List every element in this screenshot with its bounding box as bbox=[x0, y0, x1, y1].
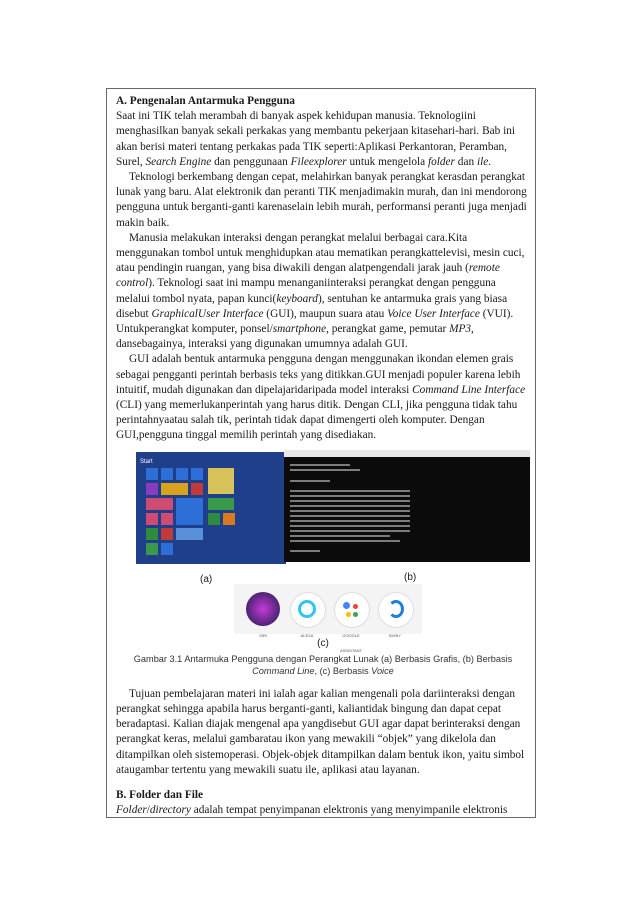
section-a-heading: A. Pengenalan Antarmuka Pengguna bbox=[116, 95, 295, 107]
voice-assistants-image bbox=[234, 584, 422, 653]
voice-label-google-assistant: GOOGLE ASSISTANT bbox=[340, 632, 362, 653]
tile-icon bbox=[146, 498, 173, 510]
tile-icon bbox=[176, 468, 188, 480]
tile-icon bbox=[146, 483, 158, 495]
tile-icon bbox=[223, 513, 235, 525]
tile-icon bbox=[161, 483, 188, 495]
terminal-line bbox=[290, 500, 410, 502]
terminal-line bbox=[290, 525, 410, 527]
tile-icon bbox=[176, 498, 203, 525]
terminal-line bbox=[290, 550, 320, 552]
tile-icon bbox=[176, 528, 203, 540]
terminal-line bbox=[290, 520, 410, 522]
tile-icon bbox=[161, 543, 173, 555]
voice-label-siri: SIRI bbox=[259, 632, 267, 638]
paragraph-2: Teknologi berkembang dengan cepat, melahirkan banyak perangkat kerasdan perangkat lunak yang baru. Alat elektronik dan peranti TIK menjadimakin murah, dan ini mendorong pengguna untuk berganti-ganti karenaselain lebih murah, performansi peranti juga menjadi makin baik. bbox=[116, 171, 527, 229]
window-titlebar bbox=[284, 450, 530, 457]
section-b-heading: B. Folder dan File bbox=[116, 789, 204, 802]
siri-icon bbox=[246, 592, 280, 626]
terminal-line bbox=[290, 540, 400, 542]
paragraph-5: Tujuan pembelajaran materi ini ialah agar kalian mengenali pola dariinteraksi dengan perangkat sehingga apabila harus berganti-ganti, kaliantidak bingung dan dapat cepat beradaptasi. Kalian diajak mengenal apa yangdisebut GUI agar dapat berinteraksi dengan perangkat keras, melalui gambaratau ikon yang mewakili “objek” yang dikelola dan ditampilkan oleh sistemoperasi. Objek-objek ditampilkan dalam bentuk ikon, yaitu simbol ataugambar tertentu yang mewakili suatu ile, aplikasi atau layanan. bbox=[116, 687, 525, 776]
paragraph-1: Saat ini TIK telah merambah di banyak aspek kehidupan manusia. Teknologiini menghasilkan banyak sekali perkakas yang membantu pekerjaan kitasehari-hari. Bab ini akan berisi materi tentang perkakas pada TIK seperti:Aplikasi Perkantoran, Peramban, Surel, Search Engine dan penggunaan Fileexplorer untuk mengelola folder dan ile. bbox=[116, 110, 516, 168]
terminal-line bbox=[290, 505, 410, 507]
tile-icon bbox=[146, 528, 158, 540]
voice-label-alexa: ALEXA bbox=[300, 632, 314, 638]
tile-icon bbox=[161, 513, 173, 525]
figure-caption: Gambar 3.1 Antarmuka Pengguna dengan Perangkat Lunak (a) Berbasis Grafis, (b) Berbasis Command Line, (c) Berbasis Voice bbox=[133, 653, 513, 676]
photo-tile-icon bbox=[208, 468, 234, 494]
figure-label-c: (c) bbox=[317, 637, 329, 649]
bixby-icon bbox=[378, 592, 414, 628]
figure-label-a: (a) bbox=[200, 573, 213, 585]
tile-icon bbox=[191, 468, 203, 480]
voice-label-bixby: BIXBY bbox=[389, 632, 401, 638]
paragraph-3: Manusia melakukan interaksi dengan perangkat melalui berbagai cara.Kita menggunakan tombol untuk menghidupkan atau mematikan perangkattelevisi, mesin cuci, atau pendingin ruangan, yang bisa diwakili dengan alatpengendali jarak jauh (remote control). Teknologi saat ini mampu menanganiinteraksi perangkat dengan pengguna melalui tombol nyata, papan kunci(keyboard), sentuhan ke antarmuka grais yang biasa disebut GraphicalUser Interface (GUI), maupun suara atau Voice User Interface (VUI). Untukperangkat komputer, ponsel/smartphone, perangkat game, pemutar MP3, dansebagainya, interaksi yang digunakan umumnya adalah GUI. bbox=[116, 231, 525, 351]
terminal-line bbox=[290, 510, 410, 512]
document-body bbox=[116, 94, 530, 819]
paragraph-4: GUI adalah bentuk antarmuka pengguna dengan menggunakan ikondan elemen grais sebagai pengganti perintah berbasis teks yang ditikkan.GUI menjadi populer karena lebih intuitif, mudah digunakan dan dipelajaridaripada model interaksi Command Line Interface (CLI) yang memerlukanperintah yang harus ditik. Dengan CLI, jika pengguna tidak tahu perintahnyaatau salah tik, perintah tidak dapat dimengerti oleh komputer. Dengan GUI,pengguna tinggal memilih perintah yang disediakan. bbox=[116, 353, 526, 442]
tile-icon bbox=[146, 513, 158, 525]
terminal-line bbox=[290, 469, 360, 471]
google-assistant-icon bbox=[334, 592, 370, 628]
tile-icon bbox=[208, 498, 234, 510]
terminal-line bbox=[290, 495, 410, 497]
start-label: Start bbox=[140, 458, 153, 465]
figure-label-b: (b) bbox=[404, 571, 417, 583]
tile-icon bbox=[161, 468, 173, 480]
alexa-icon bbox=[290, 592, 326, 628]
terminal-line bbox=[290, 490, 410, 492]
tile-icon bbox=[161, 528, 173, 540]
start-screen-image bbox=[136, 452, 286, 564]
paragraph-6: Folder/directory adalah tempat penyimpanan elektronis yang menyimpanile elektronis bbox=[116, 804, 508, 817]
terminal-line bbox=[290, 515, 410, 517]
command-prompt-image bbox=[284, 450, 530, 562]
terminal-line bbox=[290, 535, 390, 537]
figure-3-1 bbox=[116, 448, 530, 653]
terminal-line bbox=[290, 530, 410, 532]
tile-icon bbox=[146, 543, 158, 555]
terminal-line bbox=[290, 464, 350, 466]
terminal-line bbox=[290, 480, 330, 482]
tile-icon bbox=[191, 483, 203, 495]
tile-icon bbox=[146, 468, 158, 480]
tile-icon bbox=[208, 513, 220, 525]
